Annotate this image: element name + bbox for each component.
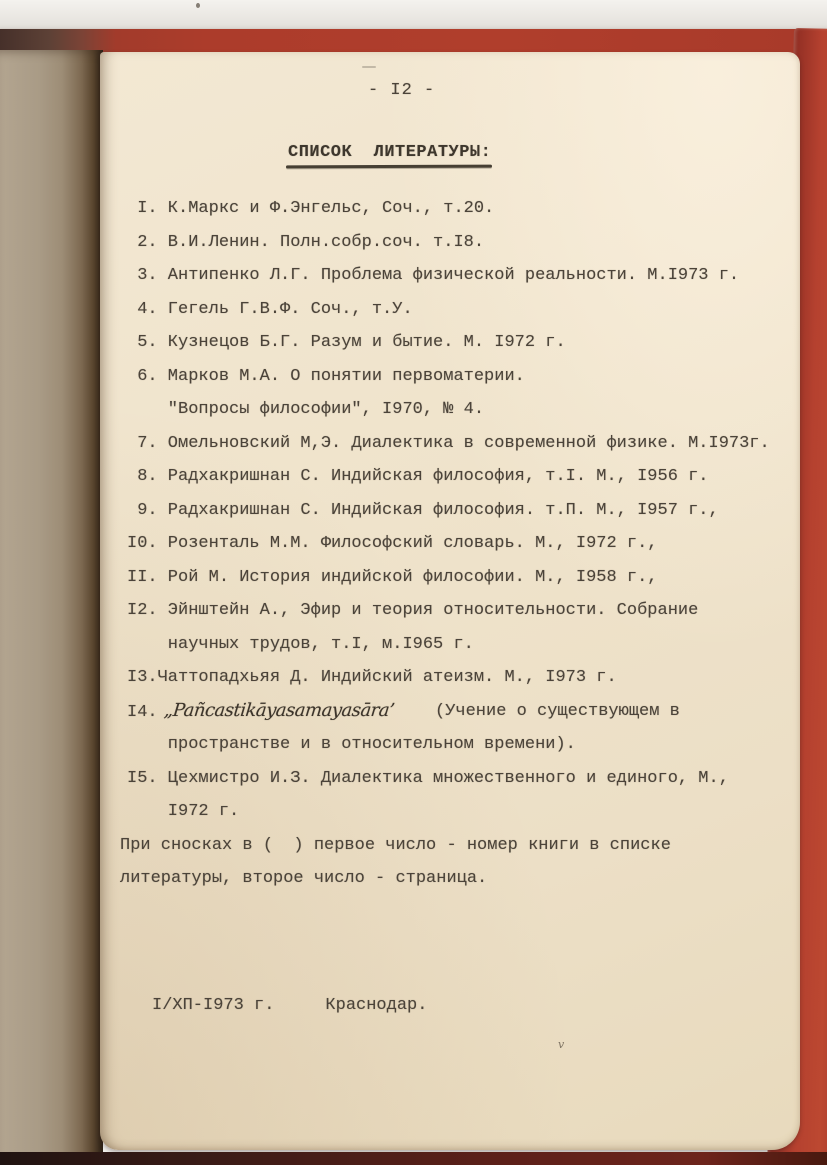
bib-item-9: 9. Радхакришнан С. Индийская философия. т.П. М., I957 г., xyxy=(127,501,719,520)
bib-item-4: 4. Гегель Г.В.Ф. Соч., т.У. xyxy=(127,300,413,319)
bib-item-7: 7. Омельновский М,Э. Диалектика в современной физике. М.I973г. xyxy=(127,434,770,453)
date-place-line: I/ХП-I973 г. Краснодар. xyxy=(152,996,428,1015)
bib-item-8: 8. Радхакришнан С. Индийская философия, т.I. М., I956 г. xyxy=(127,467,709,486)
footnote-explanation-line-2: литературы, второе число - страница. xyxy=(120,869,488,888)
scan-speck xyxy=(196,3,200,8)
handwritten-check-mark: v xyxy=(558,1038,565,1051)
bib-item-15: I5. Цехмистро И.З. Диалектика множественного и единого, М., xyxy=(127,769,729,788)
bib-item-2: 2. В.И.Ленин. Полн.собр.соч. т.I8. xyxy=(127,233,485,252)
bib-item-6-continued: "Вопросы философии", I970, № 4. xyxy=(127,400,485,419)
bib-item-1: I. К.Маркс и Ф.Энгельс, Соч., т.20. xyxy=(127,199,495,218)
footnote-explanation-line-1: При сносках в ( ) первое число - номер книги в списке xyxy=(120,836,671,855)
bib-item-11: II. Рой М. История индийской философии. М., I958 г., xyxy=(127,568,658,587)
page-number: - I2 - xyxy=(368,81,436,100)
bib-item-10: I0. Розенталь М.М. Философский словарь. М., I972 г., xyxy=(127,534,658,553)
scanner-top-margin xyxy=(0,0,827,30)
bib-item-14-continued: пространстве и в относительном времени). xyxy=(127,735,576,754)
bib-item-14-translation: (Учение о существующем в xyxy=(435,702,680,721)
book-gutter-left-pages xyxy=(0,50,103,1153)
bib-item-3: 3. Антипенко Л.Г. Проблема физической реальности. М.I973 г. xyxy=(127,266,740,285)
document-title: СПИСОК ЛИТЕРАТУРЫ: xyxy=(288,143,492,162)
document-page xyxy=(100,52,800,1150)
bib-item-12: I2. Эйнштейн А., Эфир и теория относительности. Собрание xyxy=(127,601,699,620)
bib-item-14 xyxy=(127,700,680,723)
bib-item-6: 6. Марков М.А. О понятии первоматерии. xyxy=(127,367,525,386)
bib-item-13: I3.Чаттопадхьяя Д. Индийский атеизм. М., I973 г. xyxy=(127,668,617,687)
bib-item-14-number: I4. xyxy=(127,703,158,722)
bib-item-12-continued: научных трудов, т.I, м.I965 г. xyxy=(127,635,474,654)
scan-smudge xyxy=(362,66,376,68)
bib-item-5: 5. Кузнецов Б.Г. Разум и бытие. М. I972 г. xyxy=(127,333,566,352)
book-cover-top-edge xyxy=(0,29,827,53)
bib-item-14-handwritten-sanskrit-title: „Pañcastikāyasamayasāra’ xyxy=(162,700,396,721)
book-cover-bottom-edge xyxy=(0,1152,827,1165)
title-underline xyxy=(286,165,492,169)
bib-item-15-continued: I972 г. xyxy=(127,802,240,821)
